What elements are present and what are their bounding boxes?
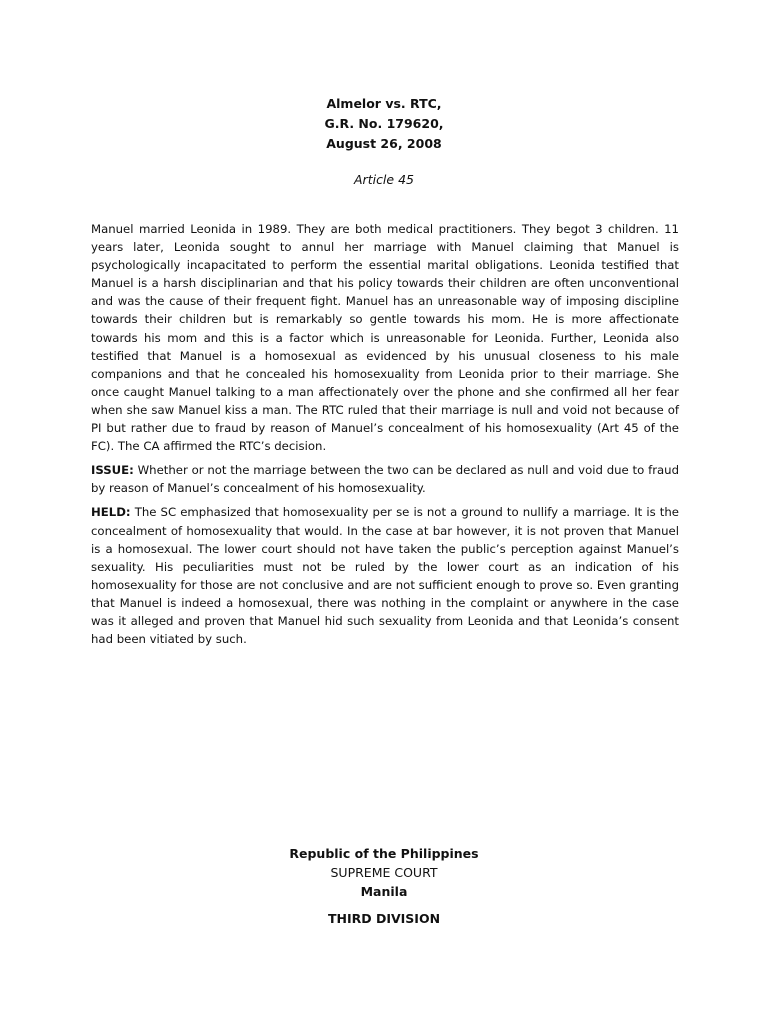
article-reference: Article 45 — [354, 172, 414, 187]
held-label: HELD: — [91, 505, 131, 520]
held-paragraph — [91, 503, 679, 648]
republic-heading: Republic of the Philippines — [289, 846, 479, 861]
case-number: G.R. No. 179620, — [324, 116, 444, 131]
case-header — [0, 94, 768, 154]
supreme-court-heading: SUPREME COURT — [330, 865, 438, 880]
case-name: Almelor vs. RTC, — [326, 96, 442, 111]
court-heading — [0, 844, 768, 928]
case-date: August 26, 2008 — [326, 136, 442, 151]
division-heading: THIRD DIVISION — [327, 911, 441, 926]
case-digest-body — [91, 220, 679, 654]
facts-paragraph: Manuel married Leonida in 1989. They are both medical practitioners. They begot 3 children. 11 years later, Leonida sought to annul her marriage with Manuel claiming that Manuel is psychologically incapacitated to perform the essential marital obligations. Leonida testified that Manuel is a harsh disciplinarian and that his policy towards their children are often unconventional and was the cause of their frequent fight. Manuel has an unreasonable way of imposing discipline towards their children but is remarkably so gentle towards his mom. He is more affectionate towards his mom and this is a factor which is unreasonable for Leonida. Further, Leonida also testified that Manuel is a homosexual as evidenced by his unusual closeness to his male companions and that he concealed his homosexuality from Leonida prior to their marriage. She once caught Manuel talking to a man affectionately over the phone and she confirmed all her fear when she saw Manuel kiss a man. The RTC ruled that their marriage is null and void not because of PI but rather due to fraud by reason of Manuel’s concealment of his homosexuality (Art 45 of the FC). The CA affirmed the RTC’s decision. — [91, 222, 679, 454]
city-heading: Manila — [360, 884, 408, 899]
issue-text: Whether or not the marriage between the two can be declared as null and void due to fraud by reason of Manuel’s concealment of his homosexuality. — [91, 463, 679, 496]
held-text: The SC emphasized that homosexuality per se is not a ground to nullify a marriage. It is the concealment of homosexuality that would. In the case at bar however, it is not proven that Manuel is a homosexual. The lower court should not have taken the public’s perception against Manuel’s sexuality. His peculiarities must not be ruled by the lower court as an indication of his homosexuality for those are not conclusive and are not sufficient enough to prove so. Even granting that Manuel is indeed a homosexual, there was nothing in the complaint or anywhere in the case was it alleged and proven that Manuel hid such sexuality from Leonida and that Leonida’s consent had been vitiated by such. — [91, 505, 679, 647]
issue-label: ISSUE: — [91, 463, 134, 478]
issue-paragraph — [91, 461, 679, 497]
